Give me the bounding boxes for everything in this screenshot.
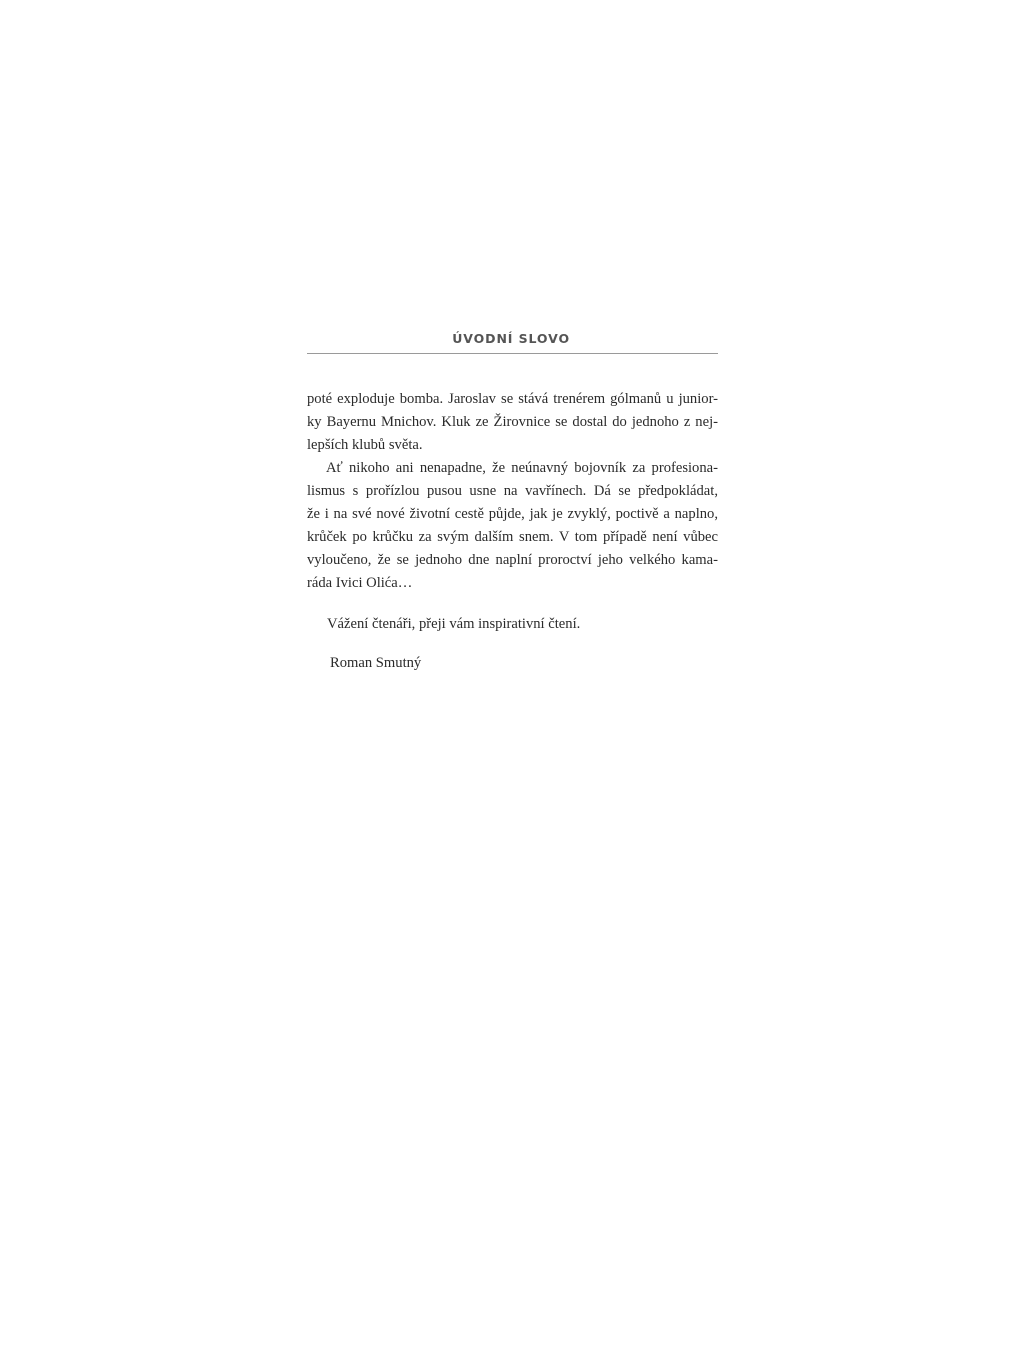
text-line: krůček po krůčku za svým dalším snem. V tom případě není vůbec xyxy=(307,529,718,545)
text-line: poté exploduje bomba. Jaroslav se stává trenérem gólmanů u junior- xyxy=(307,391,718,407)
text-line: ráda Ivici Olića… xyxy=(307,575,413,591)
text-line: ky Bayernu Mnichov. Kluk ze Žirovnice se dostal do jednoho z nej- xyxy=(307,414,718,430)
running-head-title: ÚVODNÍ SLOVO xyxy=(452,331,570,346)
text-line: vyloučeno, že se jednoho dne naplní proroctví jeho velkého kama- xyxy=(307,552,718,568)
paragraph-2 xyxy=(307,457,718,595)
header-rule xyxy=(307,353,718,354)
text-line: lismus s prořízlou pusou usne na vavřínech. Dá se předpokládat, xyxy=(307,483,718,499)
text-line: že i na své nové životní cestě půjde, jak je zvyklý, poctivě a naplno, xyxy=(307,506,718,522)
text-line: lepších klubů světa. xyxy=(307,437,423,453)
paragraph-1 xyxy=(307,388,718,457)
text-line: Ať nikoho ani nenapadne, že neúnavný bojovník za profesiona- xyxy=(326,460,718,476)
body-text xyxy=(307,388,718,675)
greeting: Vážení čtenáři, přeji vám inspirativní čtení. xyxy=(327,616,581,632)
author-signature: Roman Smutný xyxy=(330,655,422,671)
book-page xyxy=(307,330,718,675)
